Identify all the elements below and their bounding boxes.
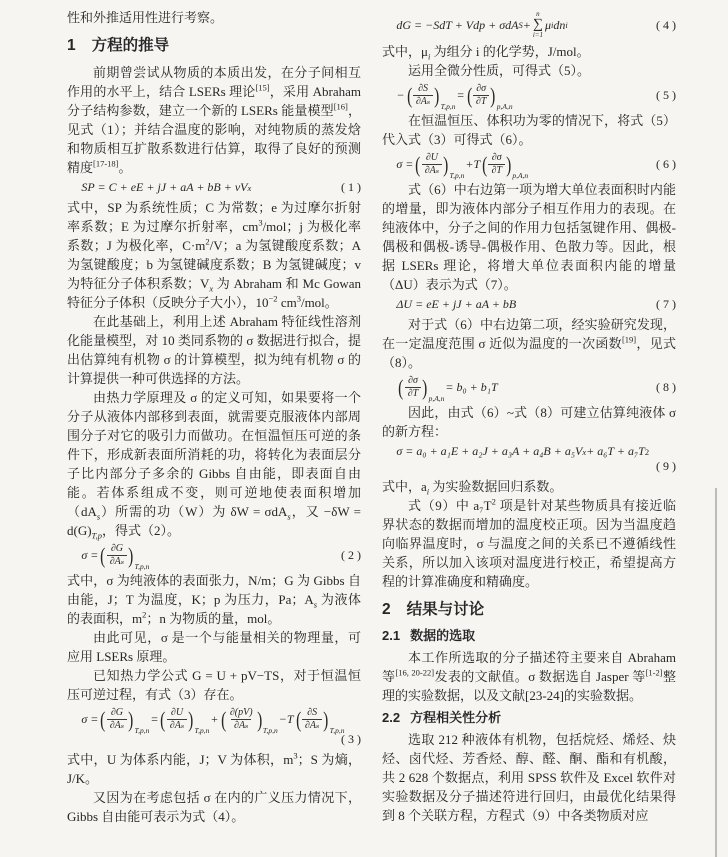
fraction-denominator: ∂Aₛ xyxy=(422,164,442,177)
fraction xyxy=(406,82,456,111)
fraction-denominator: ∂Aₛ xyxy=(413,95,433,108)
text-run: 为组分 i 的化学势，J/mol。 xyxy=(430,44,590,59)
text-run: 整理的实验数据，以及文献[23-24]的实验数据。 xyxy=(382,669,676,703)
equation-number: ( 2 ) xyxy=(341,548,361,562)
fraction-numerator: ∂G xyxy=(110,707,124,718)
summation-lower-limit: i=1 xyxy=(532,31,544,39)
math-text: = xyxy=(150,712,159,726)
right-paren: ) xyxy=(434,82,440,108)
equation-number: ( 7 ) xyxy=(656,297,676,311)
equation-number: ( 1 ) xyxy=(341,180,361,194)
paragraph xyxy=(382,648,676,705)
section-title: 结果与讨论 xyxy=(406,601,485,618)
fraction-numerator: ∂U xyxy=(425,152,439,163)
equation-body: dG = −SdT + Vdp + σdA S + n ∑ i=1 μ i dn i xyxy=(396,10,568,39)
fraction-denominator: ∂Aₛ xyxy=(302,719,322,732)
equation xyxy=(382,444,676,474)
right-paren: ) xyxy=(323,706,329,732)
text-run: ，见式（8）。 xyxy=(382,336,676,370)
superscript: 2 xyxy=(205,236,210,247)
fraction xyxy=(99,542,150,571)
section-number: 2.1 xyxy=(382,628,401,643)
text-run: 项是针对某些物质具有接近临界状态的数据而增加的温度校正项。因为当温度趋向临界温度时，σ 与温度之间的关系已不遵循线性关系，所以加入该项对温度进行校正，希望提高方程的计算准确度和精确度。 xyxy=(382,498,676,589)
text-run: 选取 212 种液体有机物，包括烷烃、烯烃、炔烃、卤代烃、芳香烃、醇、醛、酮、酯和有机酸，共 2 628 个数据点，利用 SPSS 软件及 Excel 软件对实验数据及分子描述符进行回归，由最优化结果得到 8 个关联方程，方程式（9）中各类物质对应 xyxy=(382,732,676,823)
left-paren: ( xyxy=(100,542,106,568)
equation-number: ( 6 ) xyxy=(656,157,676,171)
fraction-subscript: T,p,n xyxy=(449,170,465,180)
section-heading xyxy=(67,36,361,56)
section-number: 2 xyxy=(382,601,391,618)
right-paren: ) xyxy=(443,151,449,177)
subscript: x xyxy=(209,283,214,294)
fraction-stack xyxy=(227,707,256,732)
equation-number: ( 3 ) xyxy=(341,732,361,746)
fraction-subscript: p,A,n xyxy=(428,393,445,403)
fraction-denominator: ∂Aₛ xyxy=(231,719,251,732)
fraction-stack xyxy=(422,152,442,177)
text-run: 因此，由式（6）~式（8）可建立估算纯液体 σ 的新方程： xyxy=(382,405,676,439)
text-run: 在此基础上，利用上述 Abraham 特征线性溶剂化能量模型，对 10 类同系物的 σ 数据进行拟合，提出估算纯有机物 σ 的计算模型，拟为纯有机物 σ 的计算提供一种可供选择的方法。 xyxy=(67,314,361,386)
math-text: = xyxy=(456,88,465,102)
paragraph xyxy=(382,730,676,825)
math-text: +T xyxy=(465,157,481,171)
section-heading xyxy=(382,709,676,727)
fraction-stack xyxy=(488,152,505,177)
superscript: 2 xyxy=(491,496,496,507)
equation xyxy=(382,11,676,39)
fraction-denominator: ∂Aₛ xyxy=(107,555,127,568)
equation xyxy=(67,180,361,195)
fraction-numerator: ∂σ xyxy=(476,83,487,94)
text-run: ）所需的功（W）为 δW = σdA xyxy=(100,504,288,519)
math-text: dn xyxy=(553,17,566,32)
paragraph xyxy=(67,750,361,788)
left-paren: ( xyxy=(466,82,472,108)
equation-body: SP = C + eE + jJ + aA + bB + vV x xyxy=(81,180,252,194)
fraction xyxy=(466,82,513,111)
superscript: [16] xyxy=(333,101,348,112)
fraction-stack xyxy=(413,83,433,108)
superscript: [1-2] xyxy=(645,667,663,678)
paragraph xyxy=(67,198,361,312)
subscript: s xyxy=(287,511,291,522)
text-run: ；n 为物质的量，mol。 xyxy=(146,611,281,626)
fraction-numerator: ∂S xyxy=(418,83,429,94)
right-column xyxy=(382,8,676,857)
right-paren: ) xyxy=(256,706,262,732)
superscript: [17-18] xyxy=(93,158,119,169)
paragraph xyxy=(67,666,361,704)
text-run: 已知热力学公式 G = U + pV−TS，对于恒温恒压可逆过程，有式（3）存在。 xyxy=(67,668,361,702)
sigma-icon: ∑ xyxy=(532,17,543,32)
fraction-subscript: T,p,n xyxy=(262,725,278,735)
subscript: i xyxy=(427,51,431,62)
fraction-numerator: ∂σ xyxy=(408,375,418,386)
math-text: σ = xyxy=(81,712,99,726)
math-text: σ = xyxy=(396,157,414,171)
fraction xyxy=(99,706,150,735)
text-run: 在恒温恒压、体积功为零的情况下，将式（5）代入式（3）可得式（6）。 xyxy=(382,113,676,147)
fraction-subscript: T,p,n xyxy=(440,101,456,111)
fraction-subscript: p,A,n xyxy=(496,101,513,111)
fraction-stack xyxy=(302,707,322,732)
superscript: 3 xyxy=(296,293,301,304)
text-run: ，采用 Abraham 分子结构参数，建立一个新的 LSERs 能量模型 xyxy=(67,84,362,118)
fraction-subscript: T,p,n xyxy=(329,725,345,735)
fraction-subscript: T,p,n xyxy=(134,561,150,571)
equation-body xyxy=(396,374,498,403)
math-text: σ = xyxy=(81,548,99,562)
paragraph xyxy=(382,477,676,496)
text-run: 为液体的表面积，m xyxy=(67,592,361,626)
text-run: 为实验数据回归系数。 xyxy=(429,479,563,494)
fraction-stack xyxy=(473,83,490,108)
paragraph xyxy=(67,788,361,826)
equation-body xyxy=(81,542,150,571)
paragraph xyxy=(382,42,676,61)
fraction xyxy=(481,151,529,180)
text-run: ，见式（1）；并结合温度的影响，对纯物质的蒸发焓和物质相互扩散系数进行估算，取得了良好的预测精度 xyxy=(67,103,361,175)
text-run: ，又 −δW = d(G) xyxy=(67,504,361,538)
paragraph xyxy=(382,496,676,591)
text-run: 由热力学原理及 σ 的定义可知，如果要将一个分子从液体内部移到表面，就需要克服液体内部周围分子对它的吸引力而做功。在恒温恒压可逆的条件下，形成新表面所消耗的功，将转化为表面层分子比内部分子多余的 Gibbs 自由能，即表面自由能。若体系组成不变，则可逆地使表面积增加（dA xyxy=(67,390,361,519)
right-paren: ) xyxy=(506,151,512,177)
summation-upper-limit: n xyxy=(536,10,540,18)
left-paren: ( xyxy=(295,706,301,732)
math-text: μ xyxy=(545,17,552,32)
subscript: i xyxy=(426,486,430,497)
fraction-numerator: ∂σ xyxy=(491,152,502,163)
fraction-numerator: ∂S xyxy=(307,707,318,718)
text-run: 。 xyxy=(118,160,132,175)
right-paren: ) xyxy=(128,542,134,568)
fraction-numerator: ∂G xyxy=(110,543,124,554)
paragraph xyxy=(67,8,361,27)
equation-number: ( 5 ) xyxy=(656,88,676,102)
math-text: ΔU = eE + jJ + aA + bB xyxy=(396,297,517,311)
paragraph xyxy=(67,63,361,177)
fraction xyxy=(295,706,345,735)
superscript: 2 xyxy=(142,609,147,620)
fraction-stack xyxy=(107,707,127,732)
section-heading xyxy=(382,600,676,620)
fraction-subscript: p,A,n xyxy=(512,170,529,180)
text-run: /V；a 为氢键酸度系数；A 为氢键酸度；b 为氢键碱度系数；B 为氢键碱度；v 为特征分子体积系数；V xyxy=(67,238,361,291)
fraction-denominator: ∂T xyxy=(405,387,422,400)
equation-number: ( 8 ) xyxy=(656,380,676,394)
fraction-stack xyxy=(167,707,187,732)
fraction-denominator: ∂Aₛ xyxy=(107,719,127,732)
subscript: s xyxy=(313,599,318,610)
math-text: + xyxy=(210,712,219,726)
math-text: + xyxy=(522,17,531,32)
fraction-stack xyxy=(405,375,422,400)
paragraph xyxy=(382,403,676,441)
superscript: −2 xyxy=(268,293,278,304)
left-paren: ( xyxy=(482,151,488,177)
left-paren: ( xyxy=(406,82,412,108)
right-paren: ) xyxy=(188,706,194,732)
text-run: 式（9）中 a₇T xyxy=(408,498,492,513)
equation-number: ( 4 ) xyxy=(656,17,676,32)
text-run: 为 Abraham 和 Mc Gowan 特征分子体积（反映分子大小），10 xyxy=(67,276,361,310)
subscript: T,p xyxy=(91,530,103,541)
fraction-numerator: ∂(pV) xyxy=(229,707,253,718)
scan-edge-artifact xyxy=(715,488,717,857)
fraction-numerator: ∂U xyxy=(170,707,184,718)
left-paren: ( xyxy=(160,706,166,732)
fraction-denominator: ∂T xyxy=(473,95,490,108)
left-column xyxy=(67,8,361,857)
section-number: 2.2 xyxy=(382,710,401,725)
text-run: /mol。 xyxy=(300,295,338,310)
superscript: [19] xyxy=(621,334,637,345)
equation xyxy=(382,297,676,312)
section-number: 1 xyxy=(67,37,76,54)
equation-body xyxy=(396,297,516,312)
text-run: 式（6）中右边第一项为增大单位表面积时内能的增量，即为液体内部分子相互作用力的表现。在纯液体中，分子之间的作用力包括氢键作用、偶极-偶极和偶极-诱导-偶极作用、色散力等。因此，根据 LSERs 理论，将增大单位表面积内能的增量（ΔU）表示为式（7）。 xyxy=(382,182,676,292)
math-text: − xyxy=(396,88,405,102)
superscript: 3 xyxy=(258,217,263,228)
equation-body: σ = a₀ + a₁E + a₂J + a₃A + a₄B + a₅V x + a₆T + a₇T 2 xyxy=(396,444,650,458)
paragraph xyxy=(382,61,676,80)
text-run: /mol；j 为极化率系数；J 为极化率，C·m xyxy=(67,219,362,253)
equation-body xyxy=(396,151,529,180)
equation xyxy=(382,374,676,403)
fraction-subscript: T,p,n xyxy=(134,725,150,735)
paragraph xyxy=(382,315,676,372)
fraction-stack xyxy=(107,543,127,568)
section-title: 方程相关性分析 xyxy=(410,710,502,725)
fraction xyxy=(397,374,445,403)
left-paren: ( xyxy=(100,706,106,732)
superscript: 3 xyxy=(293,750,298,761)
fraction xyxy=(220,706,278,735)
paragraph xyxy=(67,312,361,388)
right-paren: ) xyxy=(422,374,428,400)
equation xyxy=(67,707,361,747)
paragraph xyxy=(67,628,361,666)
equation xyxy=(382,82,676,111)
math-text: = b₀ + b₁T xyxy=(445,380,498,394)
text-run: 本工作所选取的分子描述符主要来自 Abraham 等 xyxy=(382,650,676,684)
text-run: 对于式（6）中右边第二项，经实验研究发现，在一定温度范围 σ 近似为温度的一次函数 xyxy=(382,317,676,351)
paragraph xyxy=(382,180,676,294)
math-text: dG = −SdT + Vdp + σdA xyxy=(396,17,519,32)
text-run: 式中，μ xyxy=(382,44,428,59)
left-paren: ( xyxy=(398,374,404,400)
subscript: s xyxy=(96,511,101,522)
paragraph xyxy=(382,111,676,149)
math-text: SP = C + eE + jJ + aA + bB + vV xyxy=(81,180,248,194)
superscript: [16, 20-22] xyxy=(395,667,435,678)
text-run: ，得式（2）。 xyxy=(102,523,181,538)
paragraph xyxy=(67,571,361,628)
text-run: 又因为在考虑包括 σ 在内的广义压力情况下，Gibbs 自由能可表示为式（4）。 xyxy=(67,790,361,824)
text-run: 式中，SP 为系统性质；C 为常数；e 为过摩尔折射率系数；E 为过摩尔折射率，cm xyxy=(67,200,361,234)
text-run: 由此可见，σ 是一个与能量相关的物理量，可应用 LSERs 原理。 xyxy=(67,630,361,664)
superscript: [15] xyxy=(255,82,270,93)
math-text: + a₆T + a₇T xyxy=(586,444,645,458)
left-paren: ( xyxy=(220,706,226,732)
section-title: 数据的选取 xyxy=(410,628,476,643)
fraction xyxy=(159,706,210,735)
paragraph xyxy=(67,388,361,540)
right-paren: ) xyxy=(490,82,496,108)
text-run: 式中，a xyxy=(382,479,427,494)
section-title: 方程的推导 xyxy=(91,37,170,54)
text-run: 运用全微分性质，可得式（5）。 xyxy=(408,63,591,78)
math-text: −T xyxy=(278,712,294,726)
fraction-subscript: T,p,n xyxy=(194,725,210,735)
equation-body xyxy=(396,82,513,111)
text-run: 前期曾尝试从物质的本质出发，在分子间相互作用的水平上，结合 LSERs 理论 xyxy=(67,65,361,99)
text-run: 发表的文献值。σ 数据选自 Jasper 等 xyxy=(434,669,646,684)
text-run: 式中，U 为体系内能，J；V 为体积，m xyxy=(67,752,294,767)
text-run: 性和外推适用性进行考察。 xyxy=(67,10,224,25)
left-paren: ( xyxy=(415,151,421,177)
right-paren: ) xyxy=(128,706,134,732)
text-run: cm xyxy=(277,295,297,310)
fraction-denominator: ∂Aₛ xyxy=(167,719,187,732)
text-run: ；S 为熵，J/K。 xyxy=(67,752,361,786)
equation-number: ( 9 ) xyxy=(656,459,676,473)
math-text: σ = a₀ + a₁E + a₂J + a₃A + a₄B + a₅V xyxy=(396,444,583,458)
text-run: 式中，σ 为纯液体的表面张力，N/m；G 为 Gibbs 自由能，J；T 为温度，K；p 为压力，Pa；A xyxy=(67,573,361,607)
equation xyxy=(67,542,361,571)
section-heading xyxy=(382,627,676,645)
fraction-denominator: ∂T xyxy=(488,164,505,177)
fraction xyxy=(414,151,465,180)
equation xyxy=(382,151,676,180)
summation xyxy=(533,11,543,39)
equation-body xyxy=(81,706,345,735)
